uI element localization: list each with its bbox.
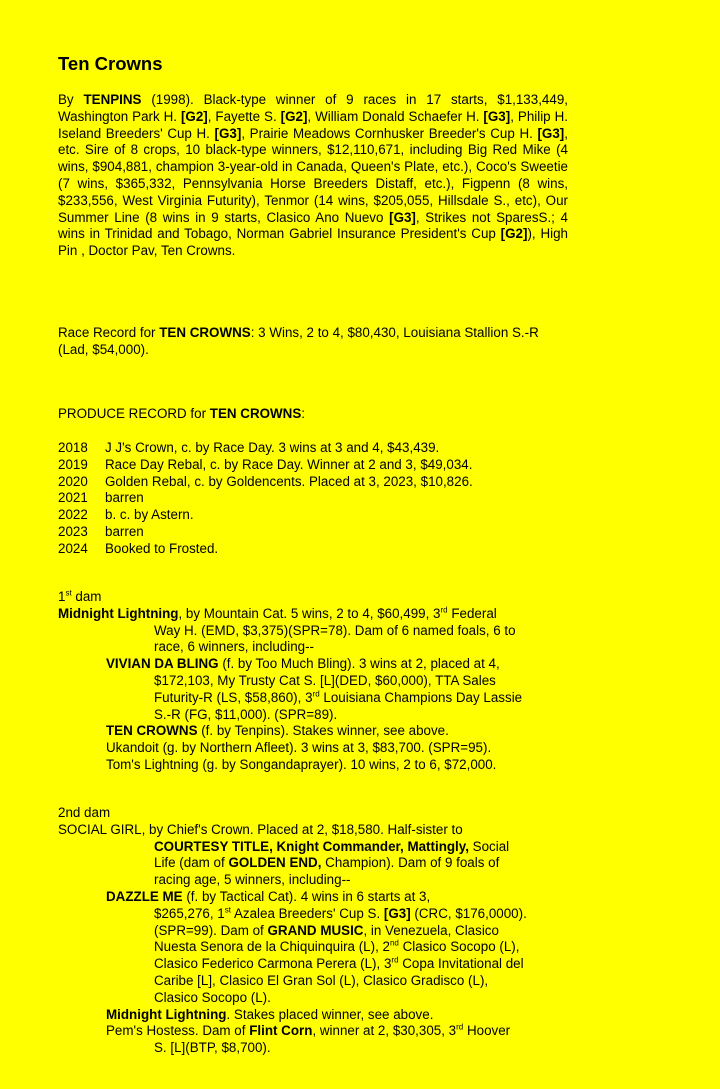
- produce-record-list: [58, 440, 568, 558]
- produce-entry: 2019 Race Day Rebal, c. by Race Day. Winner at 2 and 3, $49,034.: [58, 456, 473, 472]
- second-dam-name: SOCIAL GIRL, by Chief's Crown. Placed at 2, $18,580. Half-sister to: [58, 821, 463, 837]
- race-record-horse: TEN CROWNS: [159, 325, 251, 340]
- second-dam-heading: 2nd dam: [58, 805, 111, 820]
- produce-entry: 2022 b. c. by Astern.: [58, 507, 194, 523]
- produce-record-heading: PRODUCE RECORD for TEN CROWNS:: [58, 406, 306, 421]
- first-dam-name: Midnight Lightning: [58, 605, 179, 621]
- race-record-paragraph: Race Record for TEN CROWNS: 3 Wins, 2 to 4, $80,430, Louisiana Stallion S.-R (Lad, $54,000).: [58, 325, 539, 357]
- sire-name: TENPINS: [83, 92, 142, 107]
- produce-entry: 2021 barren: [58, 490, 144, 506]
- foal-ukandoit: Ukandoit (g. by Northern Afleet). 3 wins at 3, $83,700. (SPR=95).: [106, 740, 492, 756]
- second-dam-section: 2nd dam SOCIAL GIRL, by Chief's Crown. Placed at 2, $18,580. Half-sister to COURTESY TITLE, Knight Commander, Mattingly, Social Life (dam of GOLDEN END, Champion). Dam of 9 foals of racing age, 5 winners, including-- DAZZLE ME (f. by Tactical Cat). 4 wins in 6 starts at 3, $265,276, 1st Azalea Breeders' Cup S. [G3] (CRC, $176,0000). (SPR=99). Dam of GRAND MUSIC, in Venezuela, Clasico Nuesta Senora de la Chiquinquira (L), 2nd Clasico Socopo (L), Clasico Federico Carmona Perera (L), 3rd Copa Invitational del Caribe [L], Clasico El Gran Sol (L), Clasico Gradisco (L), Clasico Socopo (L). Midnight Lightning. Stakes placed winner, see above. Pem's Hostess. Dam of Flint Corn, winner at 2, $30,305, 3rd Hoover S. [L](BTP, $8,700).: [58, 805, 568, 1057]
- foal-vivian-da-bling: VIVIAN DA BLING: [106, 656, 219, 672]
- foal-pems-hostess: Pem's Hostess. Dam of Flint Corn, winner at 2, $30,305, 3rd Hoover: [106, 1022, 511, 1039]
- produce-entry: 2020 Golden Rebal, c. by Goldencents. Placed at 3, 2023, $10,826.: [58, 473, 473, 489]
- foal-dazzle-me: DAZZLE ME: [106, 888, 183, 904]
- foal-ten-crowns: TEN CROWNS: [106, 723, 198, 739]
- first-dam-heading: 1st dam: [58, 588, 102, 604]
- produce-entry: 2018 J J's Crown, c. by Race Day. 3 wins at 3 and 4, $43,439.: [58, 440, 440, 455]
- sire-paragraph: By TENPINS (1998). Black-type winner of 9 races in 17 starts, $1,133,449, Washington Park H. [G2], Fayette S. [G2], William Donald Schaefer H. [G3], Philip H. Iseland Breeders' Cup H. [G3], Prairie Meadows Cornhusker Breeder's Cup H. [G3], etc. Sire of 8 crops, 10 black-type winners, $12,110,671, including Big Red Mike (4 wins, $904,881, champion 3-year-old in Canada, Queen's Plate, etc.), Coco's Sweetie (7 wins, $365,332, Pennsylvania Horse Breeders Distaff, etc.), Figpenn (8 wins, $233,556, West Virginia Futurity), Tenmor (14 wins, $205,055, Hillsdale S., etc), Our Summer Line (8 wins in 9 starts, Clasico Ano Nuevo [G3], Strikes not SparesS.; 4 wins in Trinidad and Tobago, Norman Gabriel Insurance President's Cup [G2]), High Pin , Doctor Pav, Ten Crowns.: [58, 92, 568, 259]
- foal-toms-lightning: Tom's Lightning (g. by Songandaprayer). 10 wins, 2 to 6, $72,000.: [106, 756, 497, 772]
- produce-entry: 2023 barren: [58, 523, 144, 539]
- page-title: Ten Crowns: [58, 53, 163, 74]
- first-dam-section: 1st dam Midnight Lightning, by Mountain Cat. 5 wins, 2 to 4, $60,499, 3rd Federal Way H. (EMD, $3,375)(SPR=78). Dam of 6 named foals, 6 to race, 6 winners, including-- VIVIAN DA BLING (f. by Too Much Bling). 3 wins at 2, placed at 4, $172,103, My Trusty Cat S. [L](DED, $60,000), TTA Sales Futurity-R (LS, $58,860), 3rd Louisiana Champions Day Lassie S.-R (FG, $11,000). (SPR=89). TEN CROWNS (f. by Tenpins). Stakes winner, see above. Ukandoit (g. by Northern Afleet). 3 wins at 3, $83,700. (SPR=95). Tom's Lightning (g. by Songandaprayer). 10 wins, 2 to 6, $72,000.: [58, 589, 568, 774]
- produce-entry: 2024 Booked to Frosted.: [58, 540, 219, 556]
- foal-midnight-lightning: Midnight Lightning: [106, 1006, 227, 1022]
